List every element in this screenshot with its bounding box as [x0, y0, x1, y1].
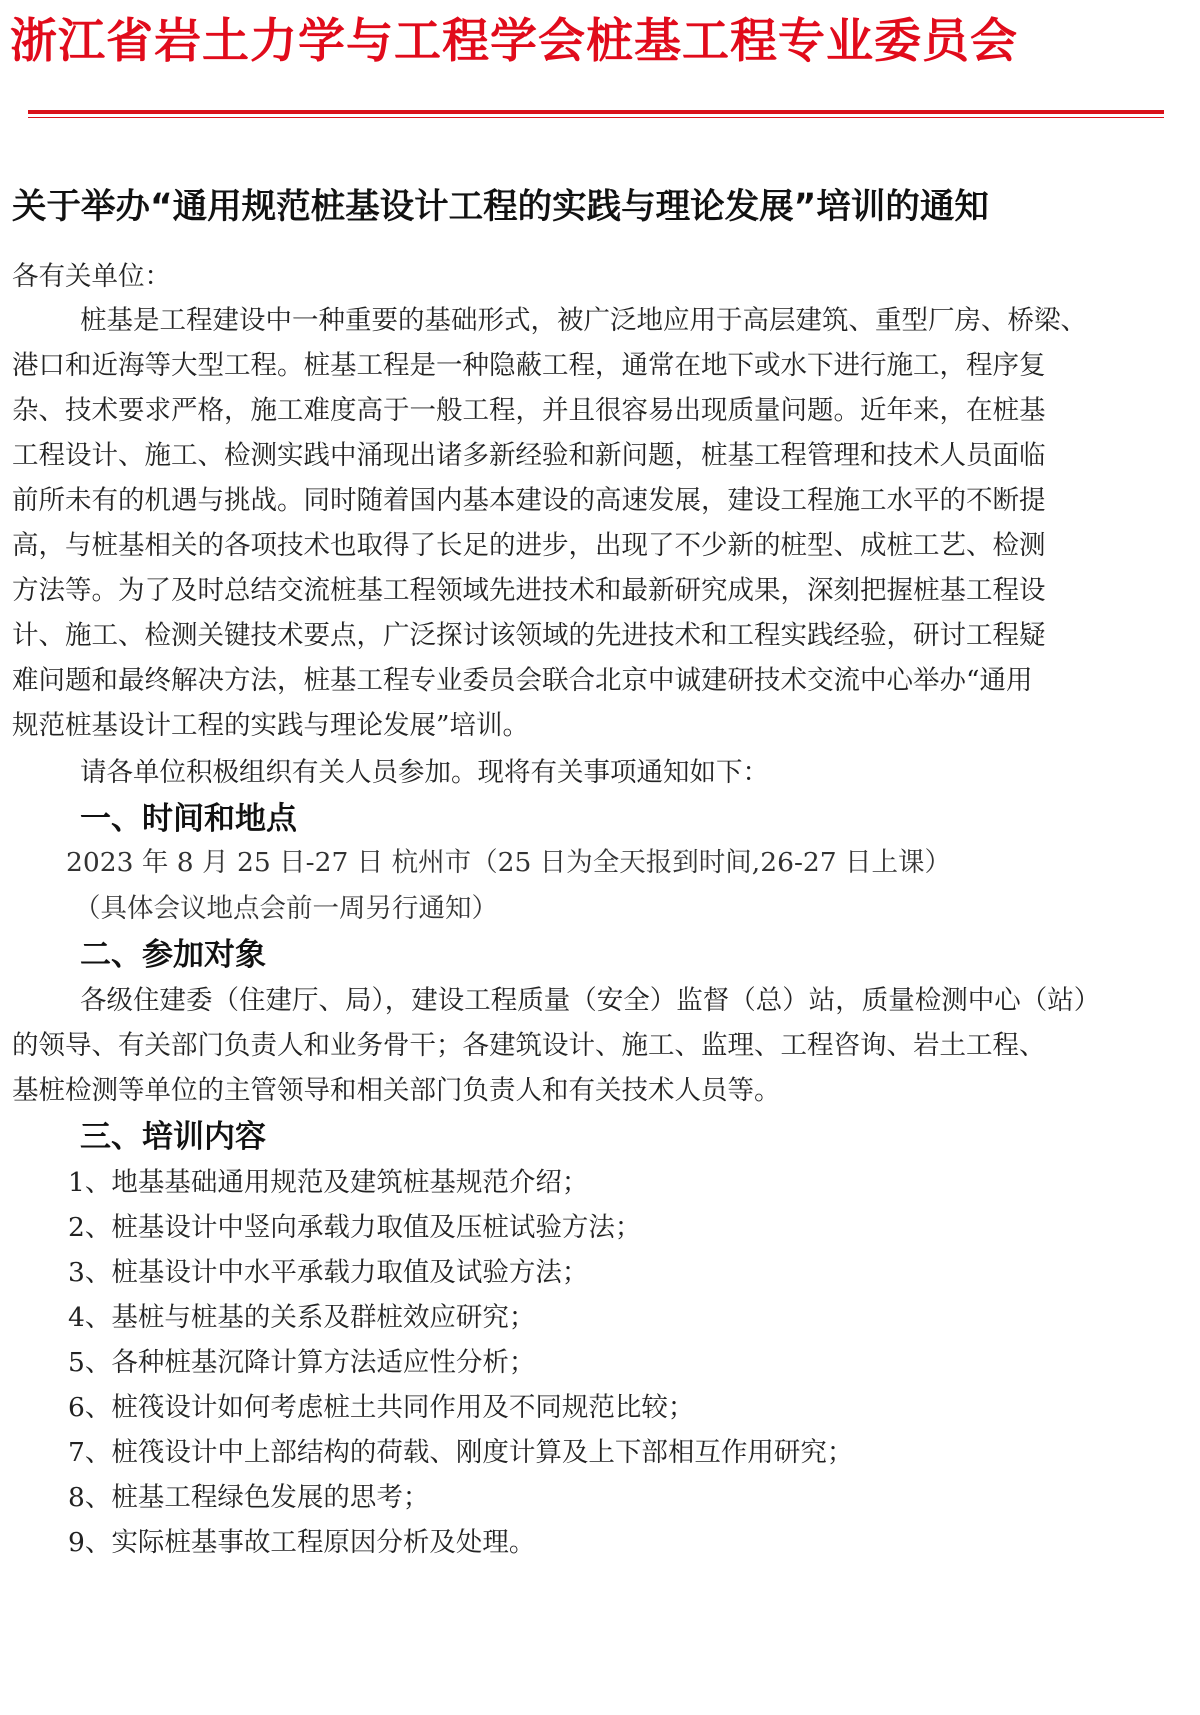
- participants-line: 基桩检测等单位的主管领导和相关部门负责人和有关技术人员等。: [12, 1075, 781, 1106]
- section-heading-time-place: 一、时间和地点: [80, 801, 297, 837]
- training-item: 4、基桩与桩基的关系及群桩效应研究；: [68, 1302, 536, 1333]
- header-divider-thin: [28, 117, 1164, 118]
- notice-title: 关于举办“通用规范桩基设计工程的实践与理论发展”培训的通知: [12, 187, 989, 227]
- section-heading-participants: 二、参加对象: [80, 937, 266, 973]
- venue-note: （具体会议地点会前一周另行通知）: [74, 893, 498, 924]
- training-item: 1、地基基础通用规范及建筑桩基规范介绍；: [68, 1167, 589, 1198]
- salutation: 各有关单位：: [12, 261, 171, 292]
- intro-line: 港口和近海等大型工程。桩基工程是一种隐蔽工程，通常在地下或水下进行施工，程序复: [12, 350, 1046, 381]
- intro-line: 难问题和最终解决方法，桩基工程专业委员会联合北京中诚建研技术交流中心举办“通用: [12, 665, 1033, 696]
- time-place-detail: 2023 年 8 月 25 日-27 日 杭州市（25 日为全天报到时间,26-27 日上课）: [66, 847, 952, 878]
- intro-line: 计、施工、检测关键技术要点，广泛探讨该领域的先进技术和工程实践经验，研讨工程疑: [12, 620, 1046, 651]
- training-item: 5、各种桩基沉降计算方法适应性分析；: [68, 1347, 536, 1378]
- header-divider-thick: [28, 110, 1164, 114]
- training-item: 2、桩基设计中竖向承载力取值及压桩试验方法；: [68, 1212, 642, 1243]
- training-item: 3、桩基设计中水平承载力取值及试验方法；: [68, 1257, 589, 1288]
- intro-line: 方法等。为了及时总结交流桩基工程领域先进技术和最新研究成果，深刻把握桩基工程设: [12, 575, 1046, 606]
- training-item: 8、桩基工程绿色发展的思考；: [68, 1482, 430, 1513]
- participants-line: 各级住建委（住建厅、局），建设工程质量（安全）监督（总）站，质量检测中心（站）: [80, 985, 1101, 1016]
- training-item: 6、桩筏设计如何考虑桩土共同作用及不同规范比较；: [68, 1392, 695, 1423]
- section-heading-training-content: 三、培训内容: [80, 1119, 266, 1155]
- participants-line: 的领导、有关部门负责人和业务骨干；各建筑设计、施工、监理、工程咨询、岩土工程、: [12, 1030, 1046, 1061]
- organization-header: 浙江省岩土力学与工程学会桩基工程专业委员会: [10, 14, 1018, 69]
- intro-line: 杂、技术要求严格，施工难度高于一般工程，并且很容易出现质量问题。近年来，在桩基: [12, 395, 1046, 426]
- invite-line: 请各单位积极组织有关人员参加。现将有关事项通知如下：: [80, 757, 769, 788]
- training-item: 7、桩筏设计中上部结构的荷载、刚度计算及上下部相互作用研究；: [68, 1437, 854, 1468]
- intro-line: 工程设计、施工、检测实践中涌现出诸多新经验和新问题，桩基工程管理和技术人员面临: [12, 440, 1046, 471]
- training-item: 9、实际桩基事故工程原因分析及处理。: [68, 1527, 536, 1558]
- intro-line: 规范桩基设计工程的实践与理论发展”培训。: [12, 710, 530, 741]
- intro-line: 高，与桩基相关的各项技术也取得了长足的进步，出现了不少新的桩型、成桩工艺、检测: [12, 530, 1046, 561]
- intro-line: 桩基是工程建设中一种重要的基础形式，被广泛地应用于高层建筑、重型厂房、桥梁、: [80, 305, 1087, 336]
- intro-line: 前所未有的机遇与挑战。同时随着国内基本建设的高速发展，建设工程施工水平的不断提: [12, 485, 1046, 516]
